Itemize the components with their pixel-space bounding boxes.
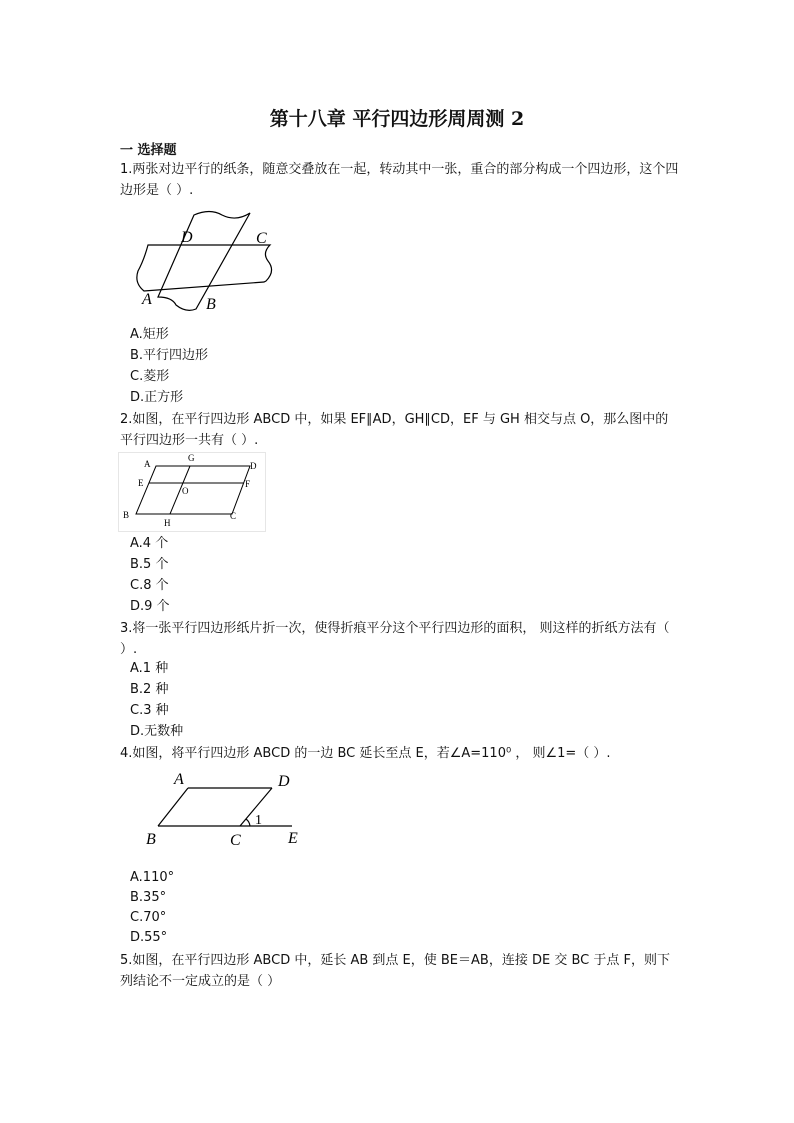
question-2-text: 2.如图，在平行四边形 ABCD 中，如果 EF∥AD，GH∥CD，EF 与 GH 相交与点 O，那么图中的平行四边形一共有（ ）.	[120, 412, 669, 448]
q4-option-d: D.55°	[130, 930, 168, 945]
label-D: D	[278, 773, 290, 790]
label-G: G	[188, 453, 195, 463]
label-A: A	[174, 771, 184, 788]
q2-option-a: A.4 个	[130, 536, 169, 551]
label-B: B	[123, 510, 130, 520]
question-5-text: 5.如图，在平行四边形 ABCD 中，延长 AB 到点 E，使 BE＝AB，连接 DE 交 BC 于点 F，则下列结论不一定成立的是（ ）	[120, 953, 670, 989]
q3-option-a: A.1 种	[130, 661, 169, 676]
label-E: E	[288, 830, 298, 847]
question-4-figure	[142, 770, 312, 850]
paper-strips	[137, 212, 272, 311]
parallelogram-ABCD	[136, 466, 250, 514]
q2-option-b: B.5 个	[130, 557, 169, 572]
q3-option-c: C.3 种	[130, 703, 169, 718]
label-C: C	[230, 511, 237, 521]
label-E: E	[138, 478, 144, 488]
q1-option-d: D.正方形	[130, 390, 184, 405]
page-title: 第十八章 平行四边形周周测 2	[269, 108, 525, 130]
label-D: D	[250, 461, 257, 471]
q1-option-c: C.菱形	[130, 369, 170, 384]
label-angle-1: 1	[255, 813, 262, 828]
section-heading: 一 选择题	[120, 143, 177, 158]
label-F: F	[245, 479, 251, 489]
question-4-text: 4.如图，将平行四边形 ABCD 的一边 BC 延长至点 E，若∠A=110⁰ ， 则∠1=（ ）.	[120, 746, 611, 761]
label-C: C	[256, 230, 267, 247]
question-3-text: 3.将一张平行四边形纸片折一次，使得折痕平分这个平行四边形的面积， 则这样的折纸方法有（ ）.	[120, 621, 670, 657]
label-B: B	[146, 831, 156, 848]
q2-option-d: D.9 个	[130, 599, 170, 614]
q1-option-a: A.矩形	[130, 327, 169, 342]
question-1-text: 1.两张对边平行的纸条，随意交叠放在一起，转动其中一张，重合的部分构成一个四边形，这个四边形是（ ）.	[120, 162, 679, 198]
q4-option-a: A.110°	[130, 870, 175, 885]
q2-option-c: C.8 个	[130, 578, 169, 593]
label-D: D	[181, 229, 193, 246]
angle-1-arc	[246, 819, 250, 826]
q1-option-b: B.平行四边形	[130, 348, 209, 363]
label-O: O	[182, 486, 189, 496]
parallelogram-lines	[158, 788, 292, 826]
label-H: H	[164, 518, 171, 528]
question-2-figure	[118, 452, 266, 532]
q4-option-c: C.70°	[130, 910, 167, 925]
q3-option-b: B.2 种	[130, 682, 169, 697]
label-B: B	[206, 296, 216, 313]
horizontal-strip	[137, 245, 272, 291]
slanted-strip	[158, 212, 250, 311]
label-A: A	[144, 459, 151, 469]
q3-option-d: D.无数种	[130, 724, 184, 739]
question-1-figure	[126, 205, 280, 313]
segment-AB	[158, 788, 188, 826]
parallelogram-lines	[136, 466, 250, 514]
q4-option-b: B.35°	[130, 890, 167, 905]
label-A: A	[142, 291, 152, 308]
label-C: C	[230, 832, 241, 849]
